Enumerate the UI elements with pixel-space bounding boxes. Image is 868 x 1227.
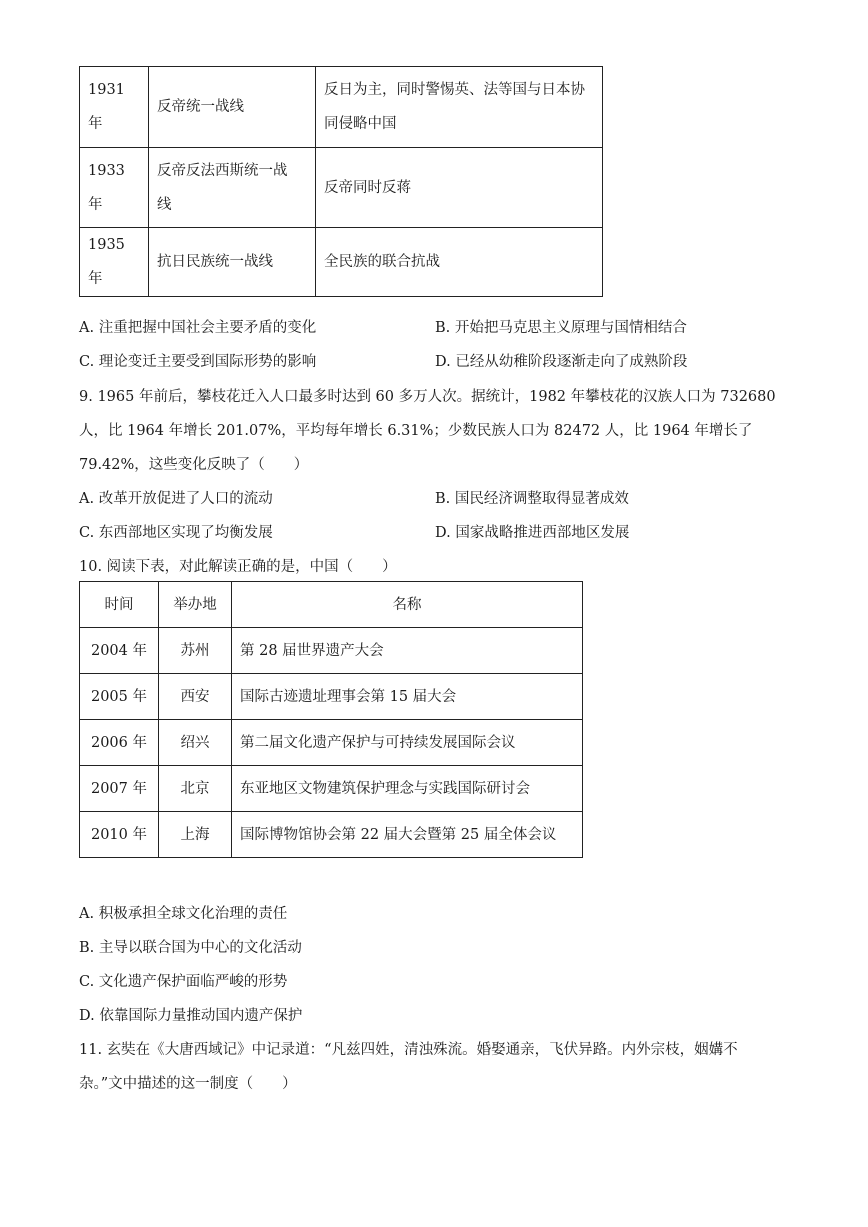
event-name-cell: 国际博物馆协会第 22 届大会暨第 25 届全体会议 [232, 812, 583, 858]
heritage-events-table [79, 581, 583, 858]
year-cell: 1933 年 [80, 148, 149, 228]
event-name-cell: 第二届文化遗产保护与可持续发展国际会议 [232, 720, 583, 766]
front-name-cell [149, 148, 316, 228]
time-cell: 2007 年 [80, 766, 159, 812]
table-row [80, 67, 603, 148]
table-row [80, 148, 603, 228]
q11-stem-line: 杂。”文中描述的这一制度（ ） [79, 1076, 297, 1092]
q11-stem-line: 11. 玄奘在《大唐西域记》中记录道：“凡兹四姓，清浊殊流。婚娶通亲，飞伏异路。内外宗枝，姻媾不 [79, 1042, 738, 1058]
content-cell: 反帝同时反蒋 [316, 148, 603, 228]
time-cell: 2004 年 [80, 628, 159, 674]
q9-stem-line: 9. 1965 年前后，攀枝花迁入人口最多时达到 60 多万人次。据统计，1982 年攀枝花的汉族人口为 732680 [79, 389, 776, 405]
q9-stem-line: 79.42%，这些变化反映了（ ） [79, 457, 309, 473]
year-cell: 1935 年 [80, 228, 149, 297]
year-cell: 1931 年 [80, 67, 149, 148]
event-name-cell: 第 28 届世界遗产大会 [232, 628, 583, 674]
q8-option-d: D. 已经从幼稚阶段逐渐走向了成熟阶段 [435, 354, 688, 370]
place-cell: 苏州 [159, 628, 232, 674]
header-time: 时间 [80, 582, 159, 628]
table-row [80, 228, 603, 297]
table-row [80, 720, 583, 766]
table-row [80, 766, 583, 812]
place-cell: 上海 [159, 812, 232, 858]
q9-stem-line: 人，比 1964 年增长 201.07%，平均每年增长 6.31%；少数民族人口为 82472 人，比 1964 年增长了 [79, 423, 753, 439]
q10-option-a: A. 积极承担全球文化治理的责任 [79, 906, 288, 922]
content-cell: 全民族的联合抗战 [316, 228, 603, 297]
q9-option-c: C. 东西部地区实现了均衡发展 [79, 525, 273, 541]
content-line: 同侵略中国 [324, 116, 397, 132]
table-header-row [80, 582, 583, 628]
header-place: 举办地 [159, 582, 232, 628]
time-cell: 2005 年 [80, 674, 159, 720]
united-front-table [79, 66, 603, 297]
q9-option-b: B. 国民经济调整取得显著成效 [435, 491, 629, 507]
content-line: 反日为主，同时警惕英、法等国与日本协 [324, 82, 585, 98]
place-cell: 西安 [159, 674, 232, 720]
table-row [80, 812, 583, 858]
event-name-cell: 国际古迹遗址理事会第 15 届大会 [232, 674, 583, 720]
time-cell: 2006 年 [80, 720, 159, 766]
header-name: 名称 [232, 582, 583, 628]
place-cell: 绍兴 [159, 720, 232, 766]
name-line: 反帝反法西斯统一战 [157, 162, 288, 179]
q8-option-a: A. 注重把握中国社会主要矛盾的变化 [79, 320, 317, 336]
q10-stem: 10. 阅读下表，对此解读正确的是，中国（ ） [79, 559, 397, 575]
place-cell: 北京 [159, 766, 232, 812]
table-row [80, 628, 583, 674]
name-line: 线 [157, 196, 172, 213]
content-cell [316, 67, 603, 148]
q10-option-d: D. 依靠国际力量推动国内遗产保护 [79, 1008, 303, 1024]
q9-option-a: A. 改革开放促进了人口的流动 [79, 491, 273, 507]
q8-option-b: B. 开始把马克思主义原理与国情相结合 [435, 320, 687, 336]
q8-option-c: C. 理论变迁主要受到国际形势的影响 [79, 354, 317, 370]
event-name-cell: 东亚地区文物建筑保护理念与实践国际研讨会 [232, 766, 583, 812]
time-cell: 2010 年 [80, 812, 159, 858]
q10-option-c: C. 文化遗产保护面临严峻的形势 [79, 974, 288, 990]
front-name-cell: 反帝统一战线 [149, 67, 316, 148]
front-name-cell: 抗日民族统一战线 [149, 228, 316, 297]
table-row [80, 674, 583, 720]
q9-option-d: D. 国家战略推进西部地区发展 [435, 525, 630, 541]
q10-option-b: B. 主导以联合国为中心的文化活动 [79, 940, 302, 956]
